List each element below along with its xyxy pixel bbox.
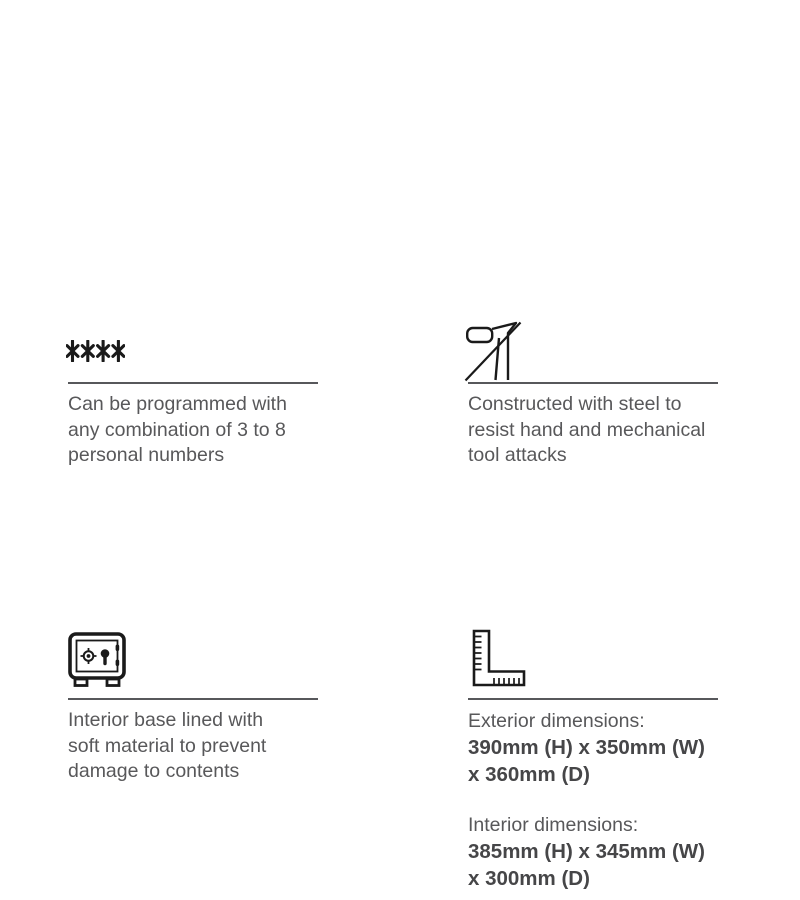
safe-box-icon xyxy=(66,630,128,690)
feature-text-line: personal numbers xyxy=(68,444,225,466)
ruler-square-icon xyxy=(468,628,526,688)
feature-text-line: resist hand and mechanical xyxy=(468,418,706,441)
pin-asterisks-icon xyxy=(66,340,125,362)
divider xyxy=(468,382,718,384)
feature-icon-box xyxy=(468,618,718,698)
interior-dimensions-value: 385mm (H) x 345mm (W) xyxy=(468,840,705,863)
feature-dimensions xyxy=(468,618,718,892)
divider xyxy=(68,698,318,700)
divider xyxy=(68,382,318,384)
exterior-dimensions-label: Exterior dimensions: xyxy=(468,710,645,732)
feature-text-line: Interior base lined with xyxy=(68,709,264,731)
feature-text-line: Constructed with steel to xyxy=(468,393,682,415)
exterior-dimensions-value: x 360mm (D) xyxy=(468,763,590,786)
feature-text-line: soft material to prevent xyxy=(68,734,267,757)
feature-icon-box xyxy=(68,318,318,382)
interior-dimensions-value: x 300mm (D) xyxy=(468,867,590,890)
interior-dimensions-label: Interior dimensions: xyxy=(468,814,639,836)
feature-text-line: Can be programmed with xyxy=(68,393,287,415)
divider xyxy=(468,698,718,700)
feature-text xyxy=(68,708,318,785)
feature-text xyxy=(68,392,318,469)
feature-icon-box xyxy=(68,618,318,698)
feature-programmable-code xyxy=(68,318,318,469)
feature-text-line: tool attacks xyxy=(468,444,567,466)
feature-icon-box xyxy=(468,318,718,382)
exterior-dimensions-value: 390mm (H) x 350mm (W) xyxy=(468,736,705,759)
exterior-dimensions xyxy=(468,708,718,788)
hammer-crossed-icon xyxy=(463,319,523,382)
feature-text xyxy=(468,392,718,469)
feature-soft-lined-interior xyxy=(68,618,318,785)
feature-text-line: damage to contents xyxy=(68,760,240,782)
feature-steel-construction xyxy=(468,318,718,469)
feature-text-line: any combination of 3 to 8 xyxy=(68,418,286,441)
interior-dimensions xyxy=(468,812,718,892)
